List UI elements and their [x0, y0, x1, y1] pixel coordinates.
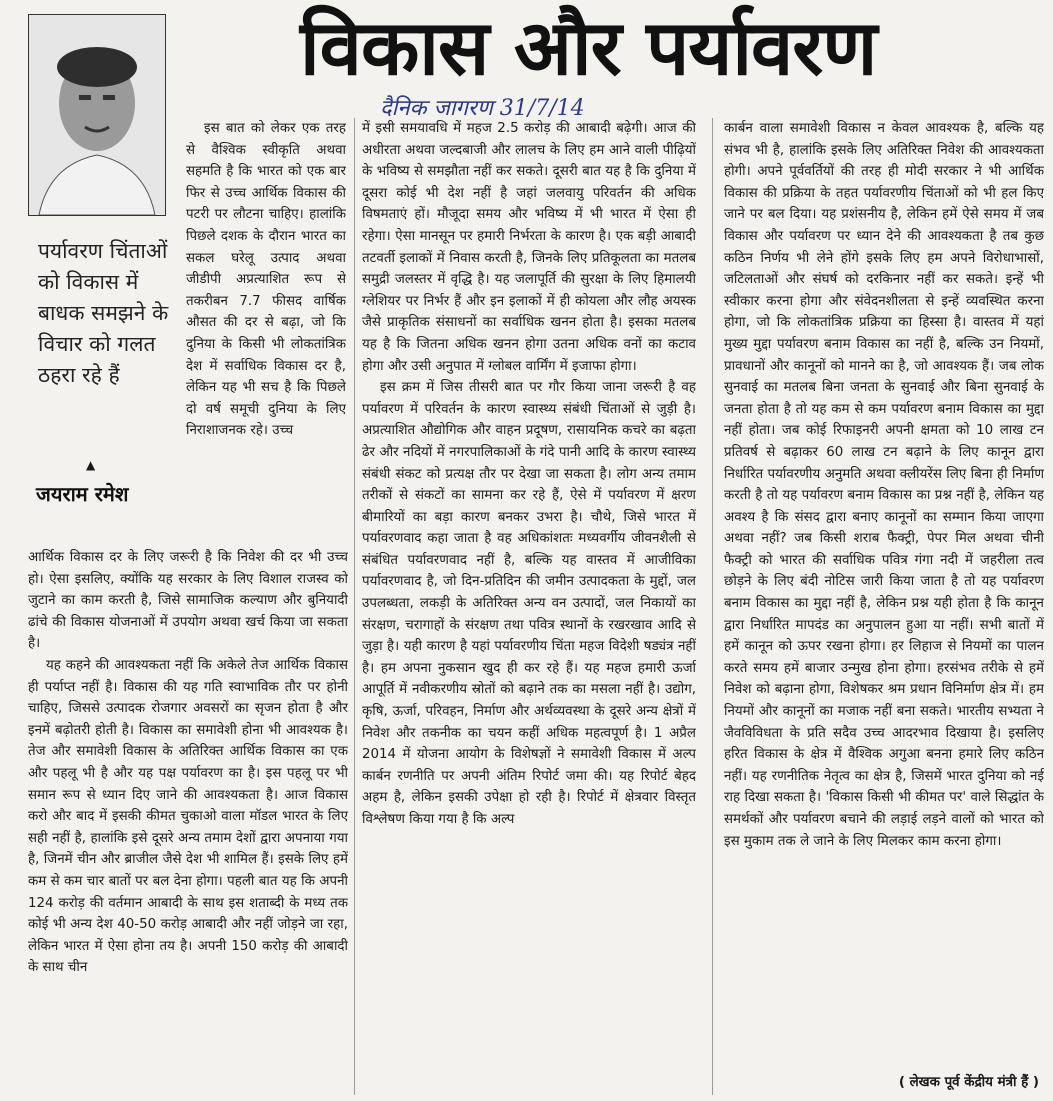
- column-divider: [354, 118, 355, 1095]
- author-byline: जयराम रमेश: [36, 482, 129, 506]
- triangle-marker-icon: ▲: [86, 458, 96, 472]
- paragraph: आर्थिक विकास दर के लिए जरूरी है कि निवेश की दर भी उच्च हो। ऐसा इसलिए, क्योंकि यह सरकार के लिए विशाल राजस्व को जुटाने का काम करती है, जिसे सामाजिक कल्याण और बुनियादी ढांचे की विकास योजनाओं में उपयोग अथवा खर्च किया जा सकता है।: [28, 550, 348, 652]
- author-photo: [28, 14, 166, 216]
- paragraph: कार्बन वाला समावेशी विकास न केवल आवश्यक है, बल्कि यह संभव भी है, हालांकि इसके लिए अतिरिक्त निवेश की आवश्यकता होगी। अपने पूर्ववर्तियों की तरह ही मोदी सरकार ने भी आर्थिक विकास की प्रक्रिया के तहत पर्यावरणीय चिंताओं को भी हल किए जाने पर बल दिया। यह प्रशंसनीय है, लेकिन हमें ऐसे समय में जब विकास और पर्यावरण पर ध्यान देने की आवश्यकता है तब कुछ कठिन निर्णय भी लेने होंगे इसके लिए हम अपने विरोधाभासों, जटिलताओं और संघर्ष को दरकिनार नहीं कर सकते। इन्हें भी स्वीकार करना होगा और संवेदनशीलता से इन्हें व्यवस्थित करना होगा, जो कि लोकतांत्रिक प्रक्रिया का हिस्सा है। वास्तव में यहां मुख्य मुद्दा पर्यावरण बनाम विकास का नहीं है, बल्कि उन नियमों, प्रावधानों और कानूनों को मानने का है, जो आवश्यक हैं। जब लोक सुनवाई का मतलब बिना जनता के सुनवाई और बिना सुनवाई के जनता होता है तो यह कम से कम पर्यावरण बनाम विकास का मुद्दा नहीं होता। जब कोई रिफाइनरी अपनी क्षमता को 10 लाख टन प्रतिवर्ष से बढ़ाकर 60 लाख टन बढ़ाने के लिए कानून द्वारा निर्धारित पर्यावरणीय अनुमति अथवा क्लीयरेंस लिए बिना ही निर्माण करती है तो यह पर्यावरण बनाम विकास का प्रश्न नहीं है, लेकिन यह अवश्य है कि संसद द्वारा बनाए कानूनों का सम्मान किया जाएगा अथवा नहीं? जब किसी शराब फैक्ट्री, पेपर मिल अथवा चीनी फैक्ट्री को भारत की सर्वाधिक पवित्र गंगा नदी में जहरीला तत्व छोड़ने के लिए बंदी नोटिस जारी किया जाता है तो यह पर्यावरण बनाम विकास का मुद्दा नहीं है, लेकिन प्रश्न यही होता है कि कानून द्वारा निर्धारित मापदंड का अनुपालन हुआ या नहीं। सभी बातों में हमें कानून को ऊपर रखना होगा। हर लिहाज से नियमों का पालन करते समय हमें बाजार उन्मुख होना होगा। हरसंभव तरीके से हमें निवेश को बढ़ाना होगा, विशेषकर श्रम प्रधान विनिर्माण क्षेत्र में। हम नियमों और कानूनों का मजाक नहीं बना सकते। भारतीय सभ्यता ने जैवविविधता के प्रति सदैव उच्च आदरभाव दिखाया है। इसलिए हरित विकास के क्षेत्र में वैश्विक अगुआ बनना हमारे लिए कठिन नहीं। यह रणनीतिक नेतृत्व का क्षेत्र है, जिसमें भारत दुनिया को नई राह दिखा सकता है। 'विकास किसी भी कीमत पर' वाले सिद्धांत के समर्थकों और पर्यावरण बचाने की लड़ाई लड़ने वालों को भारत को इस मुकाम तक ले जाने के लिए मिलकर काम करना होगा।: [724, 121, 1044, 849]
- paragraph: इस क्रम में जिस तीसरी बात पर गौर किया जाना जरूरी है वह पर्यावरण में परिवर्तन के कारण स्वास्थ्य संबंधी चिंताओं से जुड़ी है। अप्रत्याशित औद्योगिक और वाहन प्रदूषण, रासायनिक कचरे का बढ़ता ढेर और नदियों में नगरपालिकाओं के गंदे पानी आदि के कारण स्वास्थ्य संबंधी संकट को प्रत्यक्ष तौर पर देखा जा सकता है। लोग अन्य तमाम तरीकों से संकटों का सामना कर रहे हैं, ऐसे में पर्यावरण में क्षरण बीमारियों का बड़ा कारण बनकर उभरा है। चौथे, जिसे भारत में पर्यावरणवाद कहा जाता है वह अधिकांशतः मध्यवर्गीय जीवनशैली से संबंधित पर्यावरणवाद नहीं है, बल्कि यह वास्तव में आजीविका पर्यावरणवाद है, जो दिन-प्रतिदिन की जमीन उत्पादकता के मुद्दों, जल उपलब्धता, लकड़ी के अतिरिक्त अन्य वन उत्पादों, जल निकायों का संरक्षण, चरागाहों के संरक्षण तथा पवित्र स्थानों के रखरखाव आदि से जुड़ा है। यही कारण है यहां पर्यावरणीय चिंता महज विदेशी षड्यंत्र नहीं है। हम अपना नुकसान खुद ही कर रहे हैं। यह महज हमारी ऊर्जा आपूर्ति में नवीकरणीय स्रोतों को बढ़ाने तक का मसला नहीं है। उद्योग, कृषि, ऊर्जा, परिवहन, निर्माण और अर्थव्यवस्था के दूसरे अन्य क्षेत्रों में निवेश और तकनीक का चयन कहीं अधिक महत्वपूर्ण है। 1 अप्रैल 2014 में योजना आयोग के विशेषज्ञों ने समावेशी विकास में अल्प कार्बन रणनीति पर अपनी अंतिम रिपोर्ट जमा की। यह रिपोर्ट बेहद अहम है, लेकिन इसकी उपेक्षा हो रही है। रिपोर्ट में क्षेत्रवार विस्तृत विश्लेषण किया गया है कि अल्प: [362, 380, 696, 827]
- pull-quote: पर्यावरण चिंताओं को विकास में बाधक समझने के विचार को गलत ठहरा रहे हैं: [38, 239, 169, 387]
- article-column-3: [724, 118, 1044, 1095]
- paragraph: इस बात को लेकर एक तरह से वैश्विक स्वीकृति अथवा सहमति है कि भारत को एक बार फिर से उच्च आर्थिक विकास की पटरी पर लौटना चाहिए। हालांकि पिछले दशक के दौरान भारत का सकल घरेलू उत्पाद अथवा जीडीपी अप्रत्याशित रूप से तकरीबन 7.7 फीसद वार्षिक औसत की दर से बढ़ा, जो कि दुनिया के किसी भी लोकतांत्रिक देश में सर्वाधिक विकास दर है, लेकिन यह भी सच है कि पिछले दो वर्ष समूची दुनिया के लिए निराशाजनक रहे। उच्च: [186, 121, 346, 439]
- article-column-1-bottom: [28, 547, 348, 1095]
- column-divider: [712, 118, 713, 1095]
- article-column-1-top: [186, 118, 346, 548]
- article-column-2: [362, 118, 696, 1095]
- paragraph: यह कहने की आवश्यकता नहीं कि अकेले तेज आर्थिक विकास ही पर्याप्त नहीं है। विकास की यह गति स्वाभाविक तौर पर होनी चाहिए, जिससे उत्पादक रोजगार अवसरों का सृजन होता है और इनमें बढ़ोतरी होती है। विकास का समावेशी होना भी आवश्यक है। तेज और समावेशी विकास के अतिरिक्त आर्थिक विकास का एक और पहलू भी है और यह पक्ष पर्यावरण का है। इस पहलू पर भी समान रूप से ध्यान दिए जाने की आवश्यकता है। आज विकास करो और बाद में इसकी कीमत चुकाओ वाला मॉडल भारत के लिए सही नहीं है, हालांकि इसे दूसरे अन्य तमाम देशों द्वारा अपनाया गया है, जिनमें चीन और ब्राजील जैसे देश भी शामिल हैं। इसके लिए हमें कम से कम चार बातों पर बल देना होगा। पहली बात यह कि अपनी 124 करोड़ की वर्तमान आबादी के साथ इस शताब्दी के मध्य तक कोई भी अन्य देश 40-50 करोड़ आबादी और नहीं जोड़ने जा रहा, लेकिन भारत में ऐसा होना तय है। अपनी 150 करोड़ की आबादी के साथ चीन: [28, 657, 348, 976]
- paragraph: में इसी समयावधि में महज 2.5 करोड़ की आबादी बढ़ेगी। आज की अधीरता अथवा जल्दबाजी और लालच के लिए हम आने वाली पीढ़ियों के भविष्य से समझौता नहीं कर सकते। दूसरी बात यह है कि दुनिया में दूसरा कोई भी देश नहीं है जहां जलवायु परिवर्तन की अधिक विषमताएं हों। मौजूदा समय और भविष्य में भी भारत में ऐसा ही रहेगा। ऐसा मानसून पर हमारी निर्भरता के कारण है। एक बड़ी आबादी तटवर्ती इलाकों में निवास करती है, जिनके लिए प्रतिकूलता का मतलब समुद्री जलस्तर में वृद्धि है। यह जलापूर्ति की सुरक्षा के लिए हिमालयी ग्लेशियर पर निर्भर हैं और इन इलाकों में ही कोयला और लौह अयस्क जैसे प्राकृतिक संसाधनों का सर्वाधिक खनन होता है। इसका मतलब यह है कि जितना अधिक खनन होगा उतना अधिक वनों का कटाव होगा और उसी अनुपात में ग्लोबल वार्मिंग में इजाफा होगा।: [362, 121, 696, 374]
- author-footer-note: ( लेखक पूर्व केंद्रीय मंत्री हैं ): [898, 1075, 1039, 1090]
- author-portrait-icon: [29, 15, 165, 215]
- headline: विकास और पर्यावरण: [300, 3, 877, 92]
- handwritten-note: दैनिक जागरण 31/7/14: [380, 96, 585, 121]
